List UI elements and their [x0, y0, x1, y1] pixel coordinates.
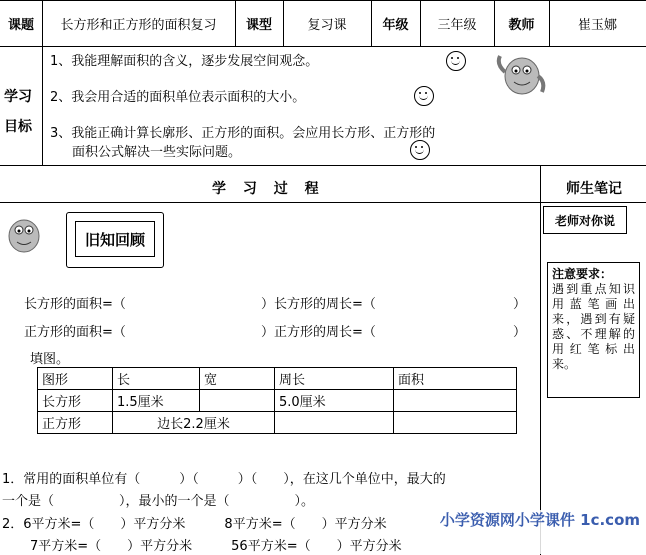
question-2-line-1: 2．6平方米=（ ）平方分米 8平方米=（ ）平方分米: [2, 517, 387, 532]
table-cell: 5.0厘米: [275, 390, 394, 412]
goal-item-3-cont: 面积公式解决一些实际问题。: [72, 145, 242, 160]
smiley-icon: [410, 140, 430, 160]
smiley-icon: [414, 86, 434, 106]
table-cell: 1.5厘米: [113, 390, 200, 412]
notice-title: 注意要求：: [552, 267, 613, 281]
notice-box: [547, 262, 640, 398]
review-scroll-banner: [66, 212, 164, 268]
table-header: 周长: [275, 368, 394, 390]
table-cell: 正方形: [38, 412, 113, 434]
lesson-type: 复习课: [307, 17, 347, 33]
table-header: 长: [113, 368, 200, 390]
goal-item-3: 3、我能正确计算长廓形、正方形的面积。会应用长方形、正方形的: [50, 126, 436, 141]
review-banner-label: 旧知回顾: [75, 221, 155, 257]
fill-chart-label: 填图。: [30, 352, 70, 367]
table-header: 宽: [200, 368, 275, 390]
table-cell[interactable]: [394, 390, 517, 412]
close-paren: ）: [513, 325, 527, 340]
goals-label-2: 目标: [4, 119, 32, 135]
lesson-topic: 长方形和正方形的面积复习: [60, 17, 217, 33]
table-row: [38, 412, 517, 434]
goals-label-1: 学习: [4, 89, 32, 105]
square-area-label: 正方形的面积=（: [24, 325, 126, 340]
close-paren: ）: [513, 297, 527, 312]
label-type: 课型: [245, 17, 272, 33]
grade-value: 三年级: [437, 17, 477, 33]
table-header: 图形: [38, 368, 113, 390]
table-row: [38, 368, 517, 390]
site-watermark-logo: 小学资源网小学课件 1c.com: [438, 510, 644, 554]
table-cell[interactable]: [200, 390, 275, 412]
question-2-line-2: 7平方米=（ ）平方分米 56平方米=（ ）平方分米: [30, 539, 402, 554]
table-header: 面积: [394, 368, 517, 390]
table-cell[interactable]: [275, 412, 394, 434]
cartoon-mascot-icon: [494, 50, 546, 100]
label-grade: 年级: [382, 17, 409, 33]
goal-item-2: 2、我会用合适的面积单位表示面积的大小。: [50, 90, 306, 105]
cartoon-mascot-icon: [2, 210, 46, 258]
teacher-says-label: 老师对你说: [543, 206, 627, 234]
smiley-icon: [446, 51, 466, 71]
question-1-line-1: 1．常用的面积单位有（ ）（ ）（ ），在这几个单位中，最大的: [2, 472, 446, 487]
table-row: [38, 390, 517, 412]
question-1-line-2: 一个是（ ），最小的一个是（ ）。: [2, 494, 315, 509]
table-cell[interactable]: [394, 412, 517, 434]
fill-table: [37, 367, 517, 434]
rect-area-label: 长方形的面积=（: [24, 297, 126, 312]
rect-perimeter-label: ）长方形的周长=（: [261, 297, 376, 312]
process-title: 学 习 过 程: [212, 181, 325, 197]
teacher-name: 崔玉娜: [577, 17, 617, 33]
notice-body: 遇到重点知识用蓝笔画出来，遇到有疑惑、不理解的用红笔标出来。: [552, 282, 635, 371]
label-topic: 课题: [7, 17, 34, 33]
table-cell: 边长2.2厘米: [113, 412, 275, 434]
label-teacher: 教师: [508, 17, 535, 33]
square-perimeter-label: ）正方形的周长=（: [261, 325, 376, 340]
table-cell: 长方形: [38, 390, 113, 412]
goal-item-1: 1、我能理解面积的含义，逐步发展空间观念。: [50, 54, 319, 69]
notes-title: 师生笔记: [566, 181, 622, 197]
